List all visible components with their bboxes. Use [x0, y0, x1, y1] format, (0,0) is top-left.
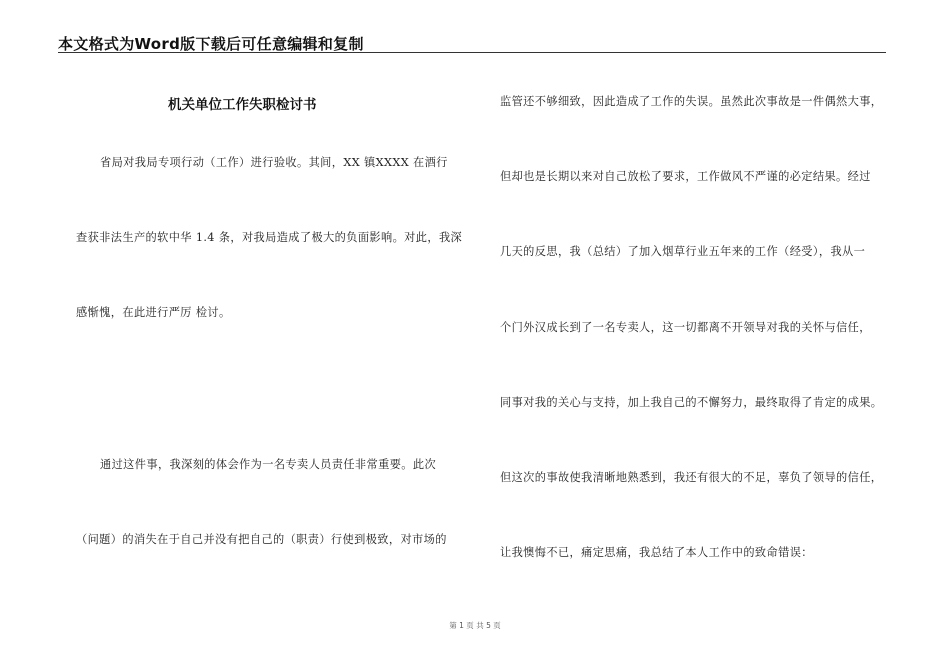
paragraph-line: 但却也是长期以来对自己放松了要求，工作做风不严谨的必定结果。经过	[500, 170, 871, 183]
page-number: 第 1 页 共 5 页	[449, 621, 501, 630]
paragraph-line: 省局对我局专项行动（工作）进行验收。其间，XX 镇XXXX 在酒行	[100, 156, 448, 169]
document-title: 机关单位工作失职检讨书	[168, 97, 317, 113]
paragraph-line: 查获非法生产的软中华 1.4 条，对我局造成了极大的负面影响。对此，我深	[76, 231, 463, 244]
right-column	[500, 0, 900, 672]
paragraph-line: 监管还不够细致，因此造成了工作的失误。虽然此次事故是一件偶然大事，	[500, 95, 883, 108]
paragraph-line: 让我懊悔不已，痛定思痛，我总结了本人工作中的致命错误：	[500, 546, 813, 559]
document-banner: 本文格式为Word版下载后可任意编辑和复制	[58, 35, 364, 53]
paragraph-line: 个门外汉成长到了一名专卖人，这一切都离不开领导对我的关怀与信任，	[500, 321, 871, 334]
paragraph-line: 通过这件事，我深刻的体会作为一名专卖人员责任非常重要。此次	[100, 458, 437, 471]
left-column	[58, 0, 478, 672]
paragraph-line: 但这次的事故使我清晰地熟悉到，我还有很大的不足，辜负了领导的信任，	[500, 471, 883, 484]
paragraph-line: 同事对我的关心与支持，加上我自己的不懈努力，最终取得了肯定的成果。	[500, 396, 883, 409]
paragraph-line: （问题）的消失在于自己并没有把自己的（职责）行使到极致，对市场的	[76, 533, 447, 546]
paragraph-line: 感惭愧，在此进行严厉 检讨。	[76, 306, 231, 319]
paragraph-line: 几天的反思，我（总结）了加入烟草行业五年来的工作（经受），我从一	[500, 245, 866, 258]
